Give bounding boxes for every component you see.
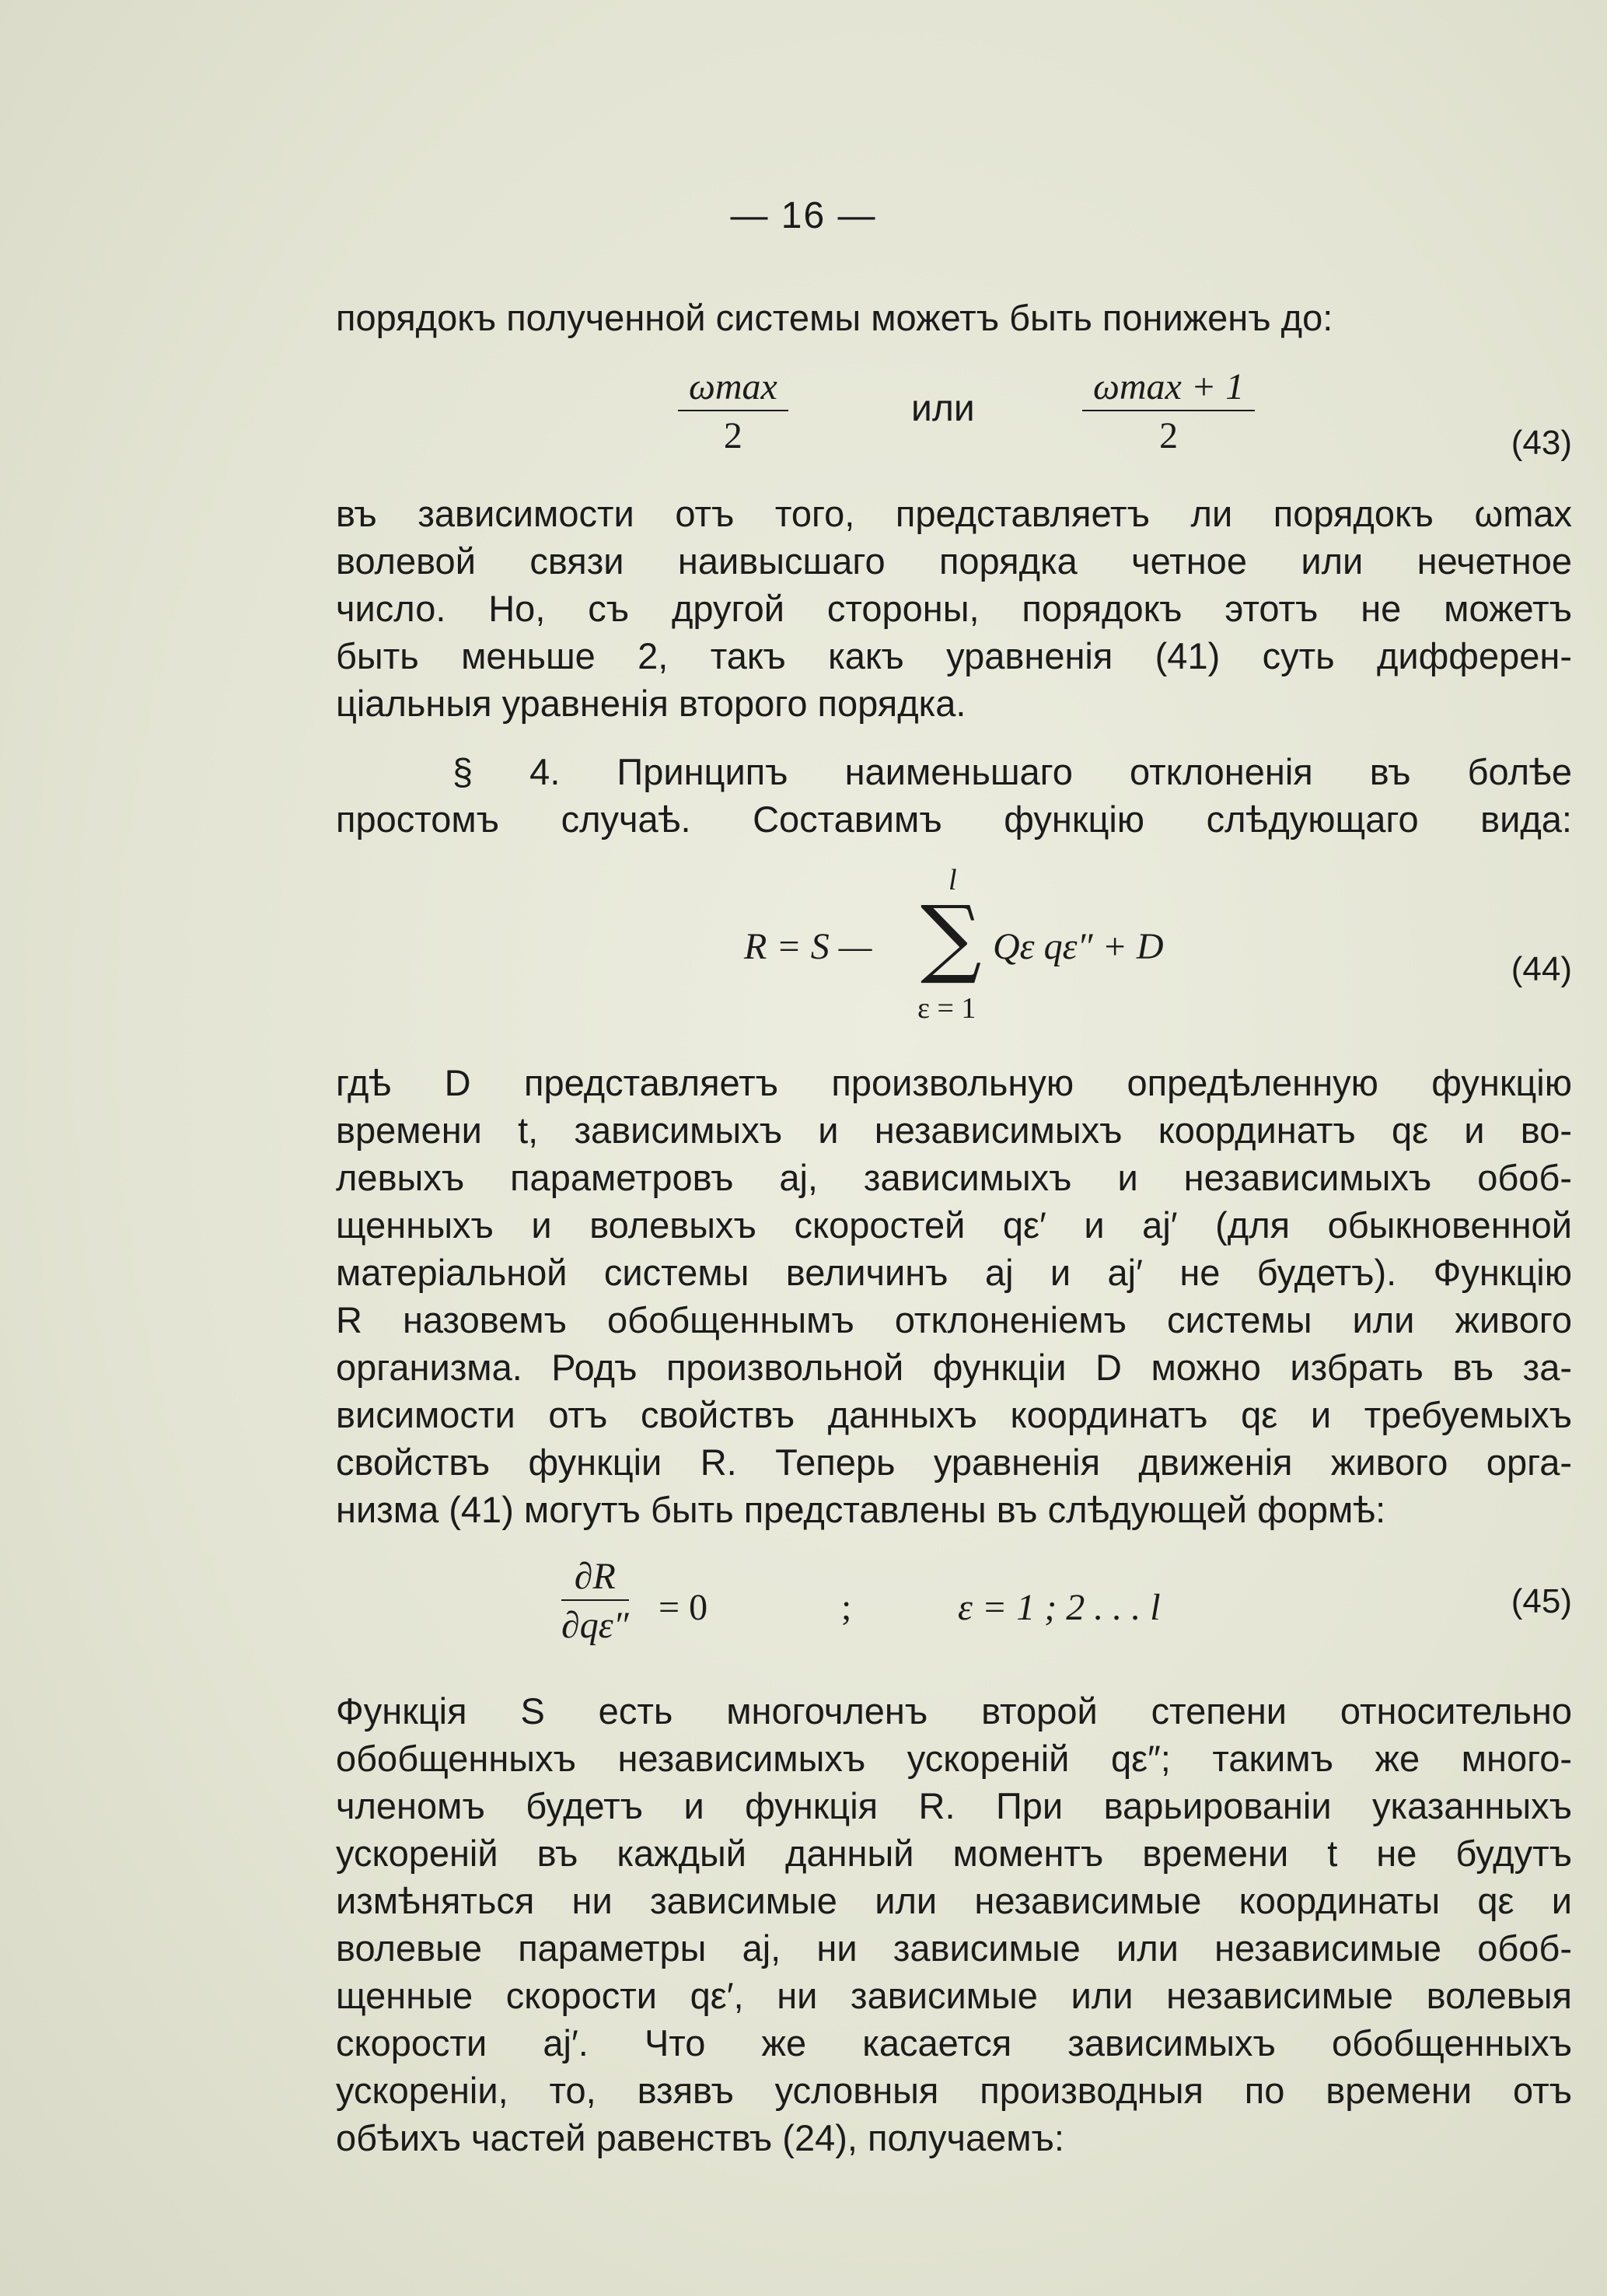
- text-line: порядокъ полученной системы можетъ быть пониженъ до:: [336, 297, 1333, 338]
- text-line: висимости отъ свойствъ данныхъ координатъ qε и требуемыхъ: [336, 1394, 1572, 1435]
- text-line: левыхъ параметровъ aj, зависимыхъ и независимыхъ обоб-: [336, 1157, 1572, 1198]
- index-range: ε = 1 ; 2 . . . l: [958, 1587, 1161, 1628]
- text-line: волевой связи наивысшаго порядка четное или нечетное: [336, 540, 1572, 582]
- text-line: щенныхъ и волевыхъ скоростей qε′ и aj′ (для обыкновенной: [336, 1204, 1572, 1246]
- text-line: скорости aj′. Что же касается зависимыхъ обобщенныхъ: [336, 2022, 1572, 2064]
- partial-derivative: $\frac{\partial R}{\partial q\varepsilon''}$: [561, 1556, 629, 1646]
- paragraph-4: [336, 1059, 1572, 1533]
- equation-45: [336, 1555, 1572, 1664]
- equation-number-44: (44): [1511, 950, 1572, 988]
- text-line: волевые параметры aj, ни зависимые или независимые обоб-: [336, 1927, 1572, 1969]
- text-line: R назовемъ обобщеннымъ отклоненіемъ системы или живого: [336, 1299, 1572, 1340]
- fraction-2: ωmax + 1 2: [1082, 365, 1255, 457]
- section-4-intro: [336, 748, 1572, 843]
- paragraph-2: [336, 490, 1572, 727]
- equation-44: [336, 863, 1572, 1034]
- text-line: ціальныя уравненія второго порядка.: [336, 683, 966, 724]
- text-line: низма (41) могутъ быть представлены въ слѣдующей формѣ:: [336, 1489, 1386, 1530]
- equation-rhs: = 0: [659, 1587, 708, 1628]
- text-line: членомъ будетъ и функція R. При варьированіи указанныхъ: [336, 1785, 1572, 1826]
- text-line: свойствъ функціи R. Теперь уравненія движенія живого орга-: [336, 1442, 1572, 1483]
- equation-rhs: Qε qε″ + D: [993, 926, 1164, 967]
- equation-number-43: (43): [1511, 424, 1572, 462]
- text-line: простомъ случаѣ. Составимъ функцію слѣдующаго вида:: [336, 799, 1572, 840]
- page-number: — 16 —: [730, 195, 877, 236]
- text-line: организма. Родъ произвольной функціи D можно избрать въ за-: [336, 1347, 1572, 1388]
- equation-number-45: (45): [1511, 1582, 1572, 1620]
- equation-separator: ;: [841, 1587, 852, 1628]
- text-line: обѣихъ частей равенствъ (24), получаемъ:: [336, 2117, 1064, 2158]
- sum-lower-limit: ε = 1: [917, 992, 976, 1025]
- text-line: измѣняться ни зависимые или независимые координаты qε и: [336, 1880, 1572, 1921]
- equation-lhs: R = S —: [744, 926, 872, 967]
- fraction-1: ωmax 2: [678, 365, 788, 457]
- text-line: въ зависимости отъ того, представляетъ ли порядокъ ωmax: [336, 493, 1572, 534]
- summation-symbol: ∑: [921, 887, 982, 987]
- text-line: гдѣ D представляетъ произвольную опредѣленную функцію: [336, 1062, 1572, 1103]
- equation-43: [336, 365, 1572, 467]
- paragraph-5: [336, 1687, 1572, 2161]
- equation-connector: или: [911, 388, 975, 429]
- sum-upper-limit: l: [948, 864, 957, 896]
- paragraph-1: [336, 294, 1572, 341]
- section-heading: § 4. Принципъ наименьшаго отклоненія въ болѣе: [452, 751, 1572, 792]
- text-line: быть меньше 2, такъ какъ уравненія (41) суть дифферен-: [336, 635, 1572, 676]
- text-line: обобщенныхъ независимыхъ ускореній qε″; такимъ же много-: [336, 1738, 1572, 1779]
- text-line: ускореній въ каждый данный моментъ времени t не будутъ: [336, 1833, 1572, 1874]
- text-line: ускореніи, то, взявъ условныя производныя по времени отъ: [336, 2070, 1572, 2111]
- text-line: число. Но, съ другой стороны, порядокъ этотъ не можетъ: [336, 588, 1572, 629]
- text-line: щенные скорости qε′, ни зависимые или независимые волевыя: [336, 1975, 1572, 2016]
- text-line: времени t, зависимыхъ и независимыхъ координатъ qε и во-: [336, 1110, 1572, 1151]
- text-line: матеріальной системы величинъ aj и aj′ не будетъ). Функцію: [336, 1252, 1572, 1293]
- text-line: Функція S есть многочленъ второй степени относительно: [336, 1690, 1572, 1732]
